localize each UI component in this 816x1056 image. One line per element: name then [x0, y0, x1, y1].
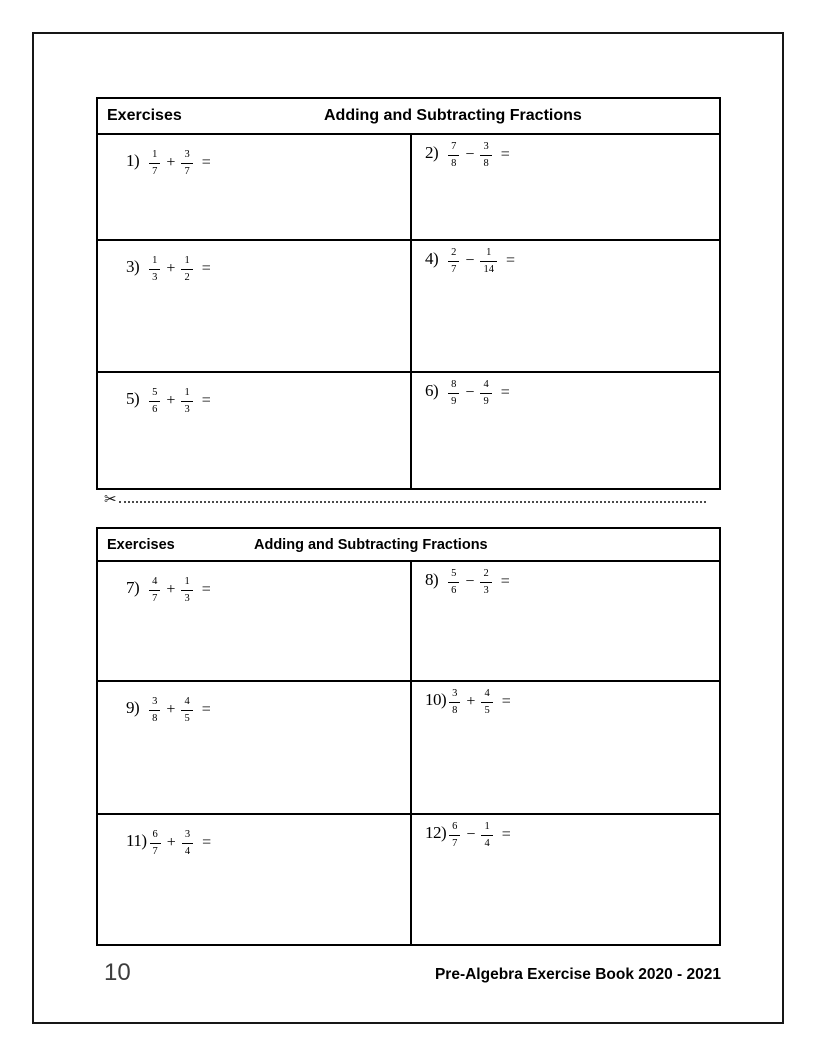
problem-cell [98, 135, 410, 239]
problem-row [98, 680, 719, 813]
problem-number: 12) [425, 822, 447, 842]
fraction [149, 256, 160, 283]
operator-sign: − [465, 383, 475, 401]
equals-sign: = [201, 259, 211, 277]
problem-number: 4) [425, 248, 439, 268]
fraction-numerator: 2 [483, 568, 489, 579]
page-number: 10 [104, 959, 131, 986]
fraction [480, 569, 491, 596]
fraction-numerator: 6 [152, 829, 158, 840]
equals-sign: = [501, 825, 511, 843]
problem-number: 7) [126, 577, 140, 597]
operator-sign: − [466, 825, 476, 843]
problem-expression [425, 689, 719, 716]
fraction [480, 248, 497, 275]
fraction-denominator: 7 [448, 261, 459, 275]
equals-sign: = [201, 700, 211, 718]
problem-number: 6) [425, 380, 439, 400]
fraction-denominator: 3 [149, 269, 160, 283]
fraction-denominator: 7 [449, 835, 460, 849]
equals-sign: = [201, 391, 211, 409]
problem-number: 1) [126, 150, 140, 170]
fraction-numerator: 1 [152, 255, 158, 266]
problem-cell [98, 373, 410, 490]
fraction [182, 830, 193, 857]
fraction-denominator: 3 [480, 582, 491, 596]
operator-sign: + [166, 833, 176, 851]
fraction [150, 830, 161, 857]
fraction-denominator: 7 [149, 590, 160, 604]
problem-cell [98, 815, 410, 946]
problem-number: 9) [126, 697, 140, 717]
fraction [448, 142, 459, 169]
fraction [481, 822, 492, 849]
problem-expression [126, 830, 410, 857]
problem-expression [126, 697, 410, 724]
fraction-denominator: 7 [150, 843, 161, 857]
problem-expression [425, 142, 719, 169]
problem-expression [126, 150, 410, 177]
problem-expression [425, 380, 719, 407]
problem-cell [410, 135, 719, 239]
fraction-denominator: 5 [181, 710, 192, 724]
fraction-numerator: 4 [152, 576, 158, 587]
table-2-problem-grid [98, 562, 719, 946]
fraction-denominator: 7 [149, 163, 160, 177]
fraction-numerator: 3 [152, 696, 158, 707]
fraction-denominator: 3 [181, 590, 192, 604]
fraction-numerator: 6 [452, 821, 458, 832]
fraction-numerator: 1 [184, 255, 190, 266]
operator-sign: + [466, 692, 476, 710]
problem-row [98, 813, 719, 946]
problem-expression [425, 569, 719, 596]
footer-book-title: Pre-Algebra Exercise Book 2020 - 2021 [434, 966, 721, 983]
fraction-denominator: 5 [481, 702, 492, 716]
fraction-numerator: 3 [184, 149, 190, 160]
fraction [149, 697, 160, 724]
fraction [480, 142, 491, 169]
fraction [181, 388, 192, 415]
fraction [448, 569, 459, 596]
problem-cell [98, 682, 410, 813]
fraction-denominator: 4 [182, 843, 193, 857]
equals-sign: = [500, 572, 510, 590]
fraction-numerator: 3 [483, 141, 489, 152]
fraction-denominator: 2 [181, 269, 192, 283]
fraction [149, 577, 160, 604]
equals-sign: = [202, 833, 212, 851]
fraction [181, 150, 192, 177]
operator-sign: + [166, 700, 176, 718]
table-title: Adding and Subtracting Fractions [324, 107, 582, 124]
problem-row [98, 562, 719, 680]
exercises-label: Exercises [107, 536, 175, 553]
problem-number: 2) [425, 142, 439, 162]
fraction-denominator: 14 [480, 261, 497, 275]
fraction-denominator: 9 [448, 393, 459, 407]
exercises-label: Exercises [107, 107, 182, 124]
fraction-numerator: 1 [152, 149, 158, 160]
scissors-icon: ✂ [104, 491, 117, 508]
fraction-numerator: 4 [184, 696, 190, 707]
operator-sign: + [166, 580, 176, 598]
fraction-denominator: 8 [449, 702, 460, 716]
fraction [448, 248, 459, 275]
exercise-table-2 [96, 527, 721, 946]
equals-sign: = [500, 145, 510, 163]
problem-number: 3) [126, 256, 140, 276]
fraction-numerator: 5 [152, 387, 158, 398]
fraction-numerator: 1 [484, 821, 490, 832]
problem-number: 8) [425, 569, 439, 589]
fraction-denominator: 7 [181, 163, 192, 177]
problem-cell [410, 562, 719, 680]
problem-number: 10) [425, 689, 447, 709]
problem-cell [98, 241, 410, 371]
fraction-denominator: 9 [480, 393, 491, 407]
fraction-denominator: 6 [149, 401, 160, 415]
problem-number: 5) [126, 388, 140, 408]
problem-cell [410, 241, 719, 371]
fraction [149, 388, 160, 415]
dotted-cut-line [119, 501, 706, 503]
fraction-denominator: 6 [448, 582, 459, 596]
cut-here-line [104, 492, 706, 507]
fraction-denominator: 4 [481, 835, 492, 849]
problem-expression [425, 822, 719, 849]
fraction-denominator: 8 [480, 155, 491, 169]
fraction-numerator: 4 [484, 688, 490, 699]
problem-row [98, 135, 719, 239]
fraction-numerator: 8 [451, 379, 457, 390]
fraction [480, 380, 491, 407]
fraction [181, 577, 192, 604]
equals-sign: = [500, 383, 510, 401]
problem-expression [126, 256, 410, 283]
fraction-numerator: 5 [451, 568, 457, 579]
operator-sign: + [166, 153, 176, 171]
fraction-numerator: 2 [451, 247, 457, 258]
operator-sign: − [465, 145, 475, 163]
equals-sign: = [201, 580, 211, 598]
problem-number: 11) [126, 830, 147, 850]
operator-sign: − [465, 572, 475, 590]
table-1-problem-grid [98, 135, 719, 490]
problem-row [98, 371, 719, 490]
fraction-numerator: 7 [451, 141, 457, 152]
operator-sign: + [166, 259, 176, 277]
page-border-frame [32, 32, 784, 1024]
fraction [448, 380, 459, 407]
fraction-numerator: 3 [452, 688, 458, 699]
fraction [181, 256, 192, 283]
table-title: Adding and Subtracting Fractions [254, 536, 488, 553]
fraction-numerator: 1 [184, 576, 190, 587]
fraction-numerator: 4 [483, 379, 489, 390]
problem-row [98, 239, 719, 371]
fraction [449, 822, 460, 849]
exercise-table-1 [96, 97, 721, 490]
fraction [481, 689, 492, 716]
fraction-numerator: 1 [486, 247, 492, 258]
fraction [149, 150, 160, 177]
problem-cell [410, 682, 719, 813]
fraction-numerator: 3 [184, 829, 191, 840]
problem-expression [425, 248, 719, 275]
fraction-denominator: 8 [448, 155, 459, 169]
fraction-denominator: 8 [149, 710, 160, 724]
equals-sign: = [501, 692, 511, 710]
fraction-denominator: 3 [181, 401, 192, 415]
fraction [181, 697, 192, 724]
problem-expression [126, 388, 410, 415]
equals-sign: = [505, 251, 515, 269]
equals-sign: = [201, 153, 211, 171]
fraction [449, 689, 460, 716]
table-1-header [98, 99, 719, 135]
fraction-numerator: 1 [184, 387, 190, 398]
problem-cell [410, 815, 719, 946]
table-2-header [98, 529, 719, 562]
problem-expression [126, 577, 410, 604]
operator-sign: + [166, 391, 176, 409]
problem-cell [410, 373, 719, 490]
problem-cell [98, 562, 410, 680]
operator-sign: − [465, 251, 475, 269]
